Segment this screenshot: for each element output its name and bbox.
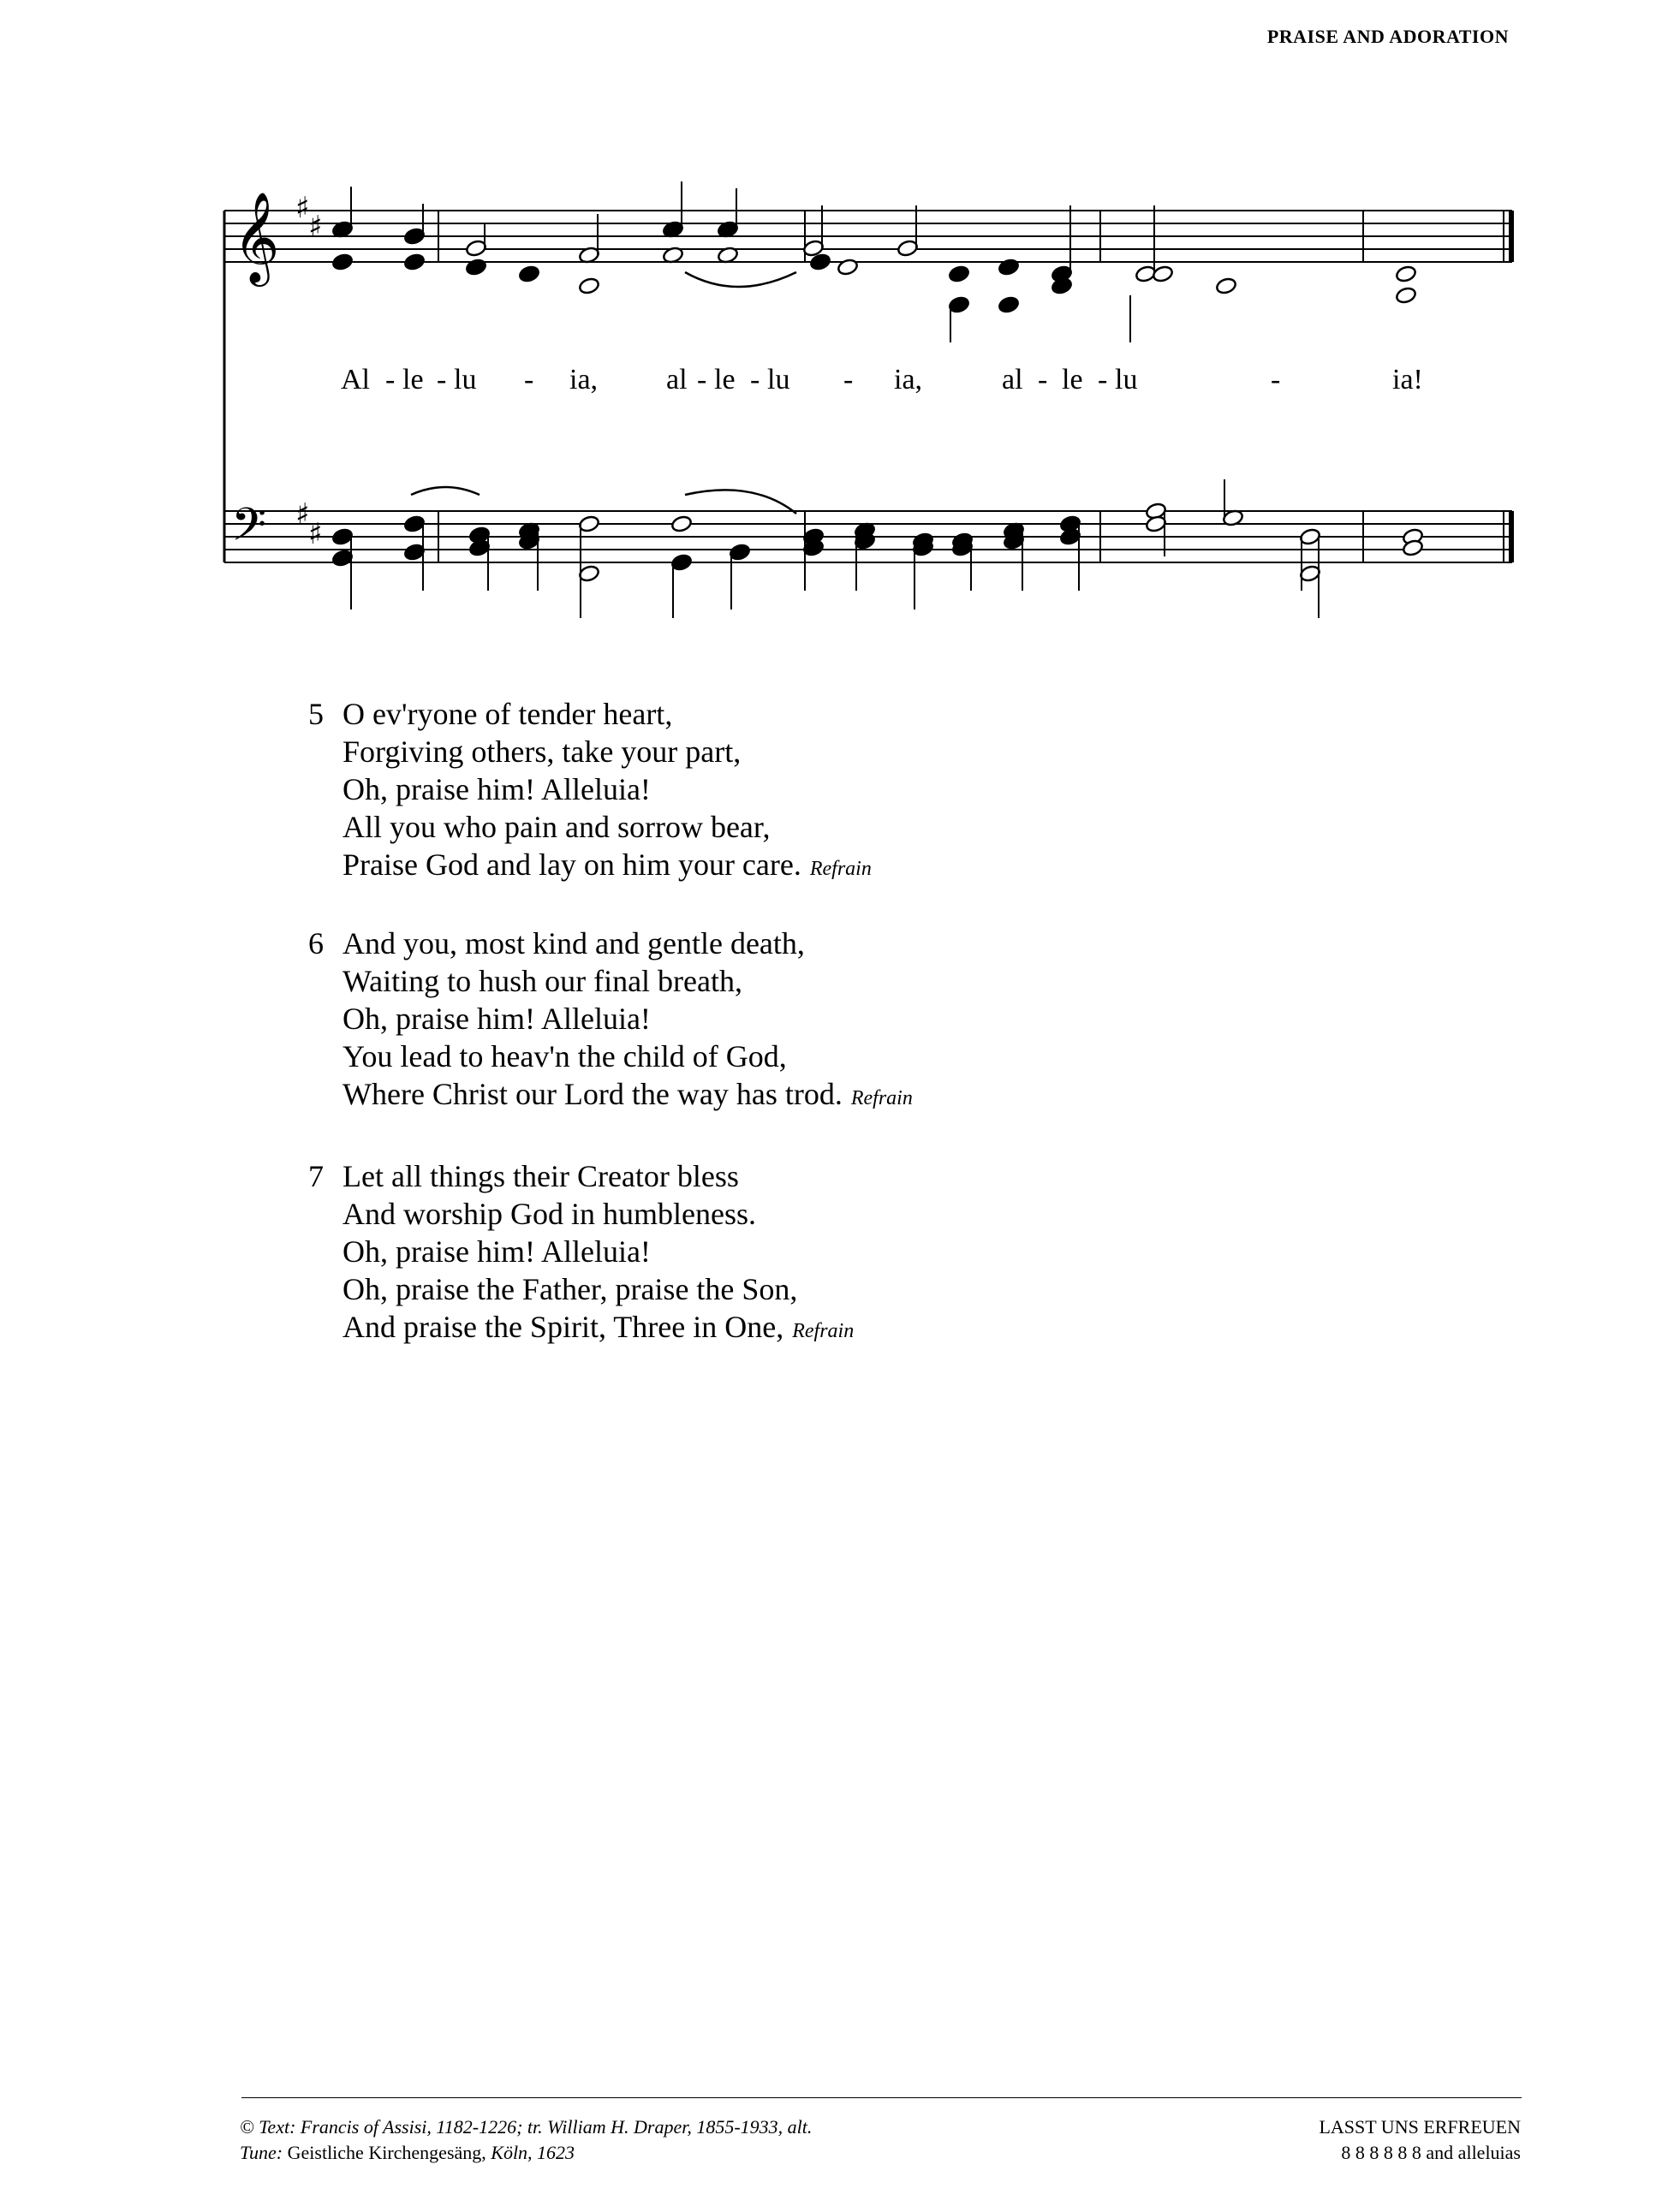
lyric-hyphen: - xyxy=(697,364,707,395)
lyric-syllable: le xyxy=(402,364,424,395)
notation xyxy=(231,181,1424,618)
stanza-line: Praise God and lay on him your care. xyxy=(343,847,801,882)
stanza-number: 6 xyxy=(308,926,324,960)
tune-credit xyxy=(240,2140,812,2166)
stanza-line: Oh, praise the Father, praise the Son, xyxy=(343,1272,798,1306)
stanza-number: 7 xyxy=(308,1159,324,1193)
note-head xyxy=(331,253,354,271)
treble-clef-icon: 𝄞 xyxy=(233,191,280,282)
note-head xyxy=(998,295,1020,314)
note-head xyxy=(1215,276,1237,295)
lyric-hyphen: - xyxy=(1271,364,1281,395)
tie xyxy=(685,272,796,287)
lyric-syllable: le xyxy=(714,364,736,395)
sharp-icon: ♯ xyxy=(295,191,310,225)
lyric-syllable: ia, xyxy=(569,364,599,395)
lyric-hyphen: - xyxy=(385,364,396,395)
tune-source: Geistliche Kirchengesäng, xyxy=(287,2142,486,2163)
stanza-line: Oh, praise him! Alleluia! xyxy=(343,772,651,806)
refrain-marker: Refrain xyxy=(850,1087,913,1109)
stanza-line: And you, most kind and gentle death, xyxy=(343,926,805,960)
note-head xyxy=(670,514,693,533)
note-head xyxy=(948,265,970,283)
section-title: PRAISE AND ADORATION xyxy=(1266,26,1509,47)
lyric-hyphen: - xyxy=(1098,364,1108,395)
lyric-syllable: ia! xyxy=(1392,364,1423,395)
lyric-syllable: lu xyxy=(454,364,477,395)
stanza-line: Oh, praise him! Alleluia! xyxy=(343,1234,651,1269)
tune-credit-label: Tune: xyxy=(240,2142,283,2163)
sharp-icon: ♯ xyxy=(308,517,323,551)
stanza-line: And worship God in humbleness. xyxy=(343,1197,756,1231)
note-head xyxy=(465,258,487,276)
sharp-icon: ♯ xyxy=(308,210,323,244)
refrain-marker: Refrain xyxy=(792,1320,855,1342)
text-credit-label: © Text: xyxy=(240,2116,296,2138)
tie xyxy=(685,490,796,514)
stanza-line: You lead to heav'n the child of God, xyxy=(343,1039,787,1073)
lyric-hyphen: - xyxy=(750,364,760,395)
tune-place: Köln, 1623 xyxy=(491,2142,575,2163)
final-barline xyxy=(1509,511,1514,562)
lyric-syllable: lu xyxy=(1115,364,1138,395)
final-barline xyxy=(1509,211,1514,262)
music-score xyxy=(0,0,1680,651)
footer-rule xyxy=(241,2097,1522,2098)
stanza-line: Let all things their Creator bless xyxy=(343,1159,739,1193)
sharp-icon: ♯ xyxy=(295,497,310,532)
refrain-marker: Refrain xyxy=(809,858,872,880)
tune-info xyxy=(1319,2114,1521,2166)
lyric-syllable: ia, xyxy=(894,364,923,395)
lyric-syllable: Al xyxy=(341,364,370,395)
lyric-syllable: lu xyxy=(767,364,790,395)
note-head xyxy=(1395,265,1417,283)
stanza-line: Forgiving others, take your part, xyxy=(343,734,742,769)
note-head xyxy=(578,276,600,295)
note-head xyxy=(518,265,540,283)
credits xyxy=(240,2114,812,2166)
tune-name: LASST UNS ERFREUEN xyxy=(1319,2116,1521,2138)
text-credit xyxy=(240,2114,812,2140)
lyric-syllable: le xyxy=(1062,364,1083,395)
stanza-line: All you who pain and sorrow bear, xyxy=(343,810,771,844)
stanza-number: 5 xyxy=(308,697,324,731)
stanza-line: Waiting to hush our final breath, xyxy=(343,964,742,998)
meter: 8 8 8 8 8 8 and alleluias xyxy=(1341,2142,1521,2163)
lyric-hyphen: - xyxy=(437,364,447,395)
note-head xyxy=(837,258,859,276)
stanza-line: And praise the Spirit, Three in One, xyxy=(343,1310,784,1344)
lyric-syllable: al xyxy=(1002,364,1023,395)
note-head xyxy=(403,253,426,271)
lyric-hyphen: - xyxy=(1038,364,1048,395)
lyric-hyphen: - xyxy=(524,364,534,395)
lyric-syllable: al xyxy=(666,364,688,395)
tie xyxy=(411,487,480,495)
text-credit-value: Francis of Assisi, 1182-1226; tr. William H. Draper, 1855-1933, alt. xyxy=(300,2116,813,2138)
note-head xyxy=(998,258,1020,276)
note-head xyxy=(1395,286,1417,305)
bass-clef-icon: 𝄢 xyxy=(231,499,267,562)
stanza-line: O ev'ryone of tender heart, xyxy=(343,697,673,731)
stanza-line: Oh, praise him! Alleluia! xyxy=(343,1002,651,1036)
lyric-hyphen: - xyxy=(843,364,854,395)
stanza-line: Where Christ our Lord the way has trod. xyxy=(343,1077,843,1111)
